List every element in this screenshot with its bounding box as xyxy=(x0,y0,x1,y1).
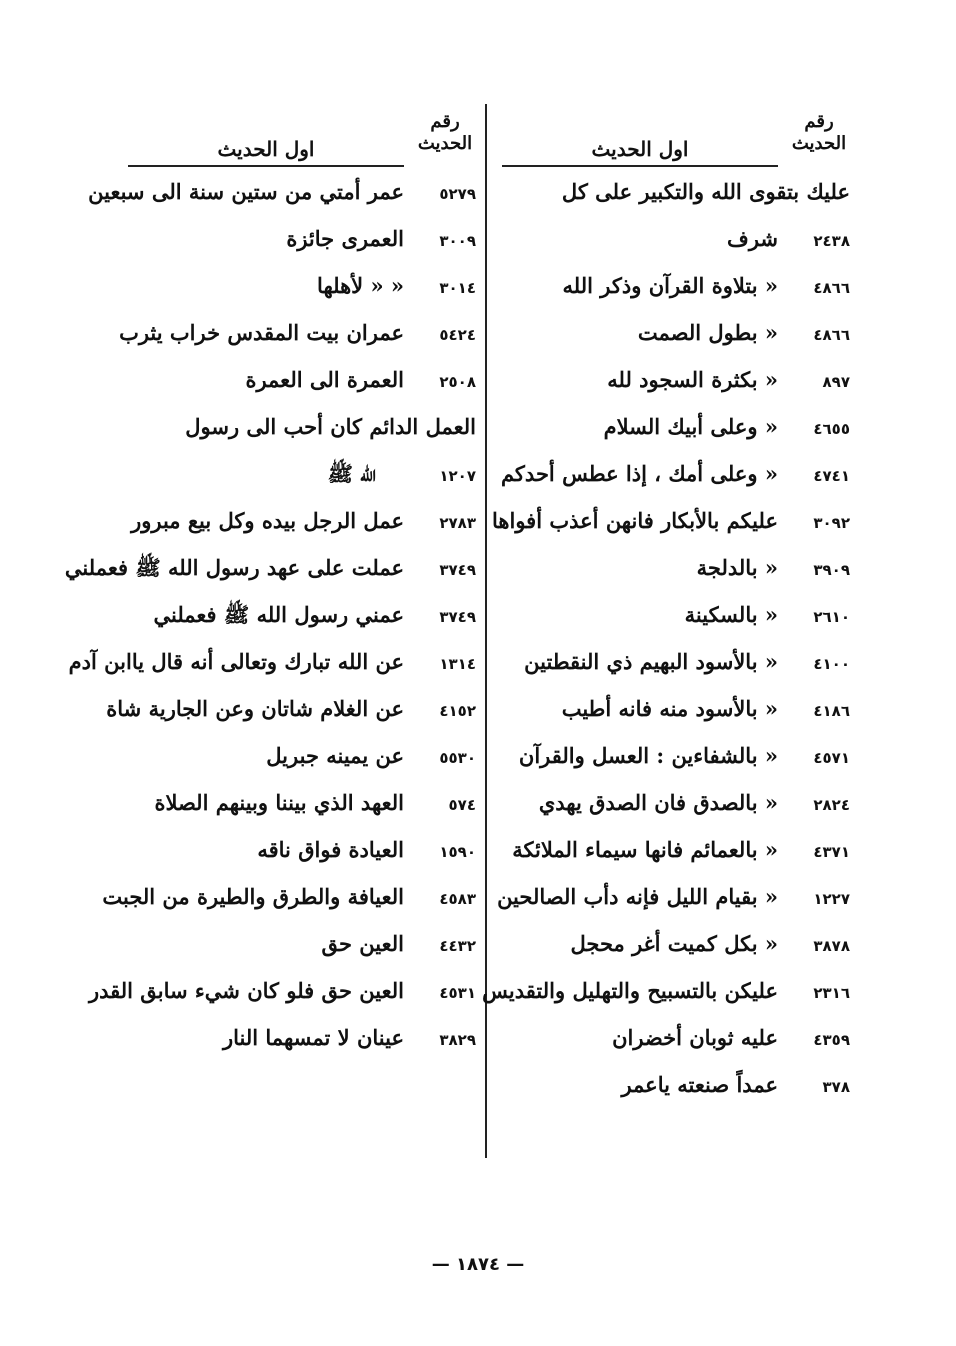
index-entry xyxy=(494,878,850,925)
entry-text: « بالأسود منه فانه أطيب xyxy=(561,696,778,721)
entry-text: عينان لا تمسهما النار xyxy=(223,1025,404,1050)
entry-number: ٤١٨٦ xyxy=(813,702,850,720)
index-entry xyxy=(494,925,850,972)
entry-number: ٢٤٣٨ xyxy=(813,232,850,250)
entry-number: ٥٤٢٤ xyxy=(439,326,476,344)
index-entry xyxy=(494,361,850,408)
entry-text: عمداً صنعته ياعمر xyxy=(621,1072,778,1097)
entry-text: العين حق xyxy=(321,931,404,956)
entry-number: ٤٣٥٩ xyxy=(813,1031,850,1049)
index-entry xyxy=(120,408,476,455)
index-entry xyxy=(120,267,476,314)
entry-text: عن يمينه جبريل xyxy=(266,743,404,768)
index-entry xyxy=(120,737,476,784)
page-number: — ١٨٧٤ — xyxy=(431,1254,525,1275)
index-entry xyxy=(494,737,850,784)
entry-text: عمل الرجل بيده وكل بيع مبرور xyxy=(131,508,404,533)
entry-text: عليكن بالتسبيح والتهليل والتقديس xyxy=(482,978,778,1003)
entry-number: ٥٥٣٠ xyxy=(439,749,476,767)
index-entry xyxy=(494,408,850,455)
entry-text: العمرة الى العمرة xyxy=(245,367,404,392)
index-entry xyxy=(494,596,850,643)
hadith-text-heading: اول الحديث xyxy=(217,137,315,161)
entry-text: عمران بيت المقدس خراب يثرب xyxy=(119,320,404,345)
index-entry xyxy=(102,878,476,925)
entry-number: ٣٠٩٢ xyxy=(813,514,850,532)
index-entry xyxy=(494,643,850,690)
entry-text: شرف xyxy=(727,226,778,251)
entry-number: ٣٠١٤ xyxy=(439,279,476,297)
hadith-number-heading: رقم الحديث xyxy=(791,111,847,154)
entry-text: « بالصدق فان الصدق يهدي xyxy=(538,790,778,815)
index-entry xyxy=(494,314,850,361)
column-header xyxy=(494,105,850,173)
index-entry xyxy=(482,972,850,1019)
entry-number: ٢٦١٠ xyxy=(813,608,850,626)
entry-number: ٤١٥٢ xyxy=(439,702,476,720)
entry-number: ٢٧٨٣ xyxy=(439,514,476,532)
index-entry xyxy=(120,455,476,502)
index-entry xyxy=(494,784,850,831)
entry-number: ٣٧٤٩ xyxy=(439,608,476,626)
index-entry xyxy=(120,361,476,408)
header-rule xyxy=(128,165,404,167)
entry-number: ٢٨٢٤ xyxy=(813,796,850,814)
index-entry xyxy=(494,549,850,596)
entry-text: « بتلاوة القرآن وذكر الله xyxy=(562,273,778,298)
entry-text: العمل الدائم كان أحب الى رسول xyxy=(185,414,476,439)
entry-text: « وعلى أمك ، إذا عطس أحدكم xyxy=(500,461,778,486)
entry-text: عمني رسول الله ﷺ فعملني xyxy=(153,602,404,627)
entry-number: ٣٧٨ xyxy=(822,1078,850,1096)
entry-number: ٤٦٥٥ xyxy=(813,420,850,438)
entry-number: ٤٨٦٦ xyxy=(813,326,850,344)
entry-text: عمر أمتي من ستين سنة الى سبعين xyxy=(88,179,404,204)
index-entry xyxy=(64,549,476,596)
hadith-number-heading: رقم الحديث xyxy=(417,111,473,154)
index-entry xyxy=(494,220,850,267)
index-entry xyxy=(494,1066,850,1113)
entry-text: عليه ثوبان أخضران xyxy=(612,1025,778,1050)
entry-text: الله ﷺ xyxy=(327,461,376,486)
entry-text: عليكم بالأبكار فانهن أعذب أفواها xyxy=(492,508,778,533)
entry-number: ٤٨٦٦ xyxy=(813,279,850,297)
index-entry xyxy=(494,267,850,314)
entry-number: ٥٢٧٩ xyxy=(439,185,476,203)
index-entry xyxy=(88,972,476,1019)
index-entry xyxy=(68,643,476,690)
entry-number: ٤٣٧١ xyxy=(813,843,850,861)
index-entry xyxy=(120,925,476,972)
index-entry xyxy=(120,596,476,643)
entry-text: « « لأهلها xyxy=(317,273,404,298)
entry-number: ٣٨٢٩ xyxy=(439,1031,476,1049)
entry-number: ١٣١٤ xyxy=(439,655,476,673)
index-entry xyxy=(494,502,850,549)
entry-number: ١٥٩٠ xyxy=(439,843,476,861)
entry-number: ٣٨٧٨ xyxy=(813,937,850,955)
left-entries xyxy=(64,173,476,1066)
index-entry xyxy=(120,220,476,267)
entry-text: « بقيام الليل فإنه دأب الصالحين xyxy=(497,884,778,909)
entry-number: ٣٩٠٩ xyxy=(813,561,850,579)
entry-text: العين حق فلو كان شيء سابق القدر xyxy=(88,978,404,1003)
entry-number: ٢٣١٦ xyxy=(813,984,850,1002)
entry-number: ٤١٠٠ xyxy=(813,655,850,673)
entry-text: عليك بتقوى الله والتكبير على كل xyxy=(561,179,850,204)
index-entry xyxy=(120,502,476,549)
entry-text: « بالعمائم فانها سيماء الملائكة xyxy=(512,837,778,862)
entry-text: العهد الذي بيننا وبينهم الصلاة xyxy=(154,790,404,815)
entry-text: عن الغلام شاتان وعن الجارية شاة xyxy=(106,696,404,721)
entry-number: ٣٠٠٩ xyxy=(439,232,476,250)
entry-number: ٣٧٤٩ xyxy=(439,561,476,579)
index-entry xyxy=(120,831,476,878)
entry-text: « بالسكينة xyxy=(684,602,778,627)
entry-number: ٢٥٠٨ xyxy=(439,373,476,391)
index-entry xyxy=(120,1019,476,1066)
entry-text: « بكثرة السجود لله xyxy=(607,367,778,392)
hadith-text-heading: اول الحديث xyxy=(591,137,689,161)
entry-number: ٥٧٤ xyxy=(448,796,476,814)
entry-text: « بالدلجة xyxy=(696,555,778,580)
right-entries xyxy=(482,173,850,1113)
header-rule xyxy=(502,165,778,167)
entry-number: ٤٥٧١ xyxy=(813,749,850,767)
entry-text: « وعلى أبيك السلام xyxy=(603,414,778,439)
index-entry xyxy=(88,173,476,220)
entry-text: « بالأسود البهيم ذي النقطتين xyxy=(524,649,778,674)
index-entry xyxy=(120,784,476,831)
entry-text: « بكل كميت أغر محجل xyxy=(570,931,778,956)
index-entry xyxy=(494,831,850,878)
entry-number: ٤٥٣١ xyxy=(439,984,476,1002)
entry-text: عن الله تبارك وتعالى أنه قال ياابن آدم xyxy=(68,649,404,674)
index-entry xyxy=(120,314,476,361)
index-entry xyxy=(494,173,850,220)
left-column xyxy=(64,105,476,1066)
entry-number: ٤٤٣٢ xyxy=(439,937,476,955)
entry-number: ٨٩٧ xyxy=(822,373,850,391)
entry-number: ٤٥٨٣ xyxy=(439,890,476,908)
entry-text: العيافة والطرق والطيرة من الجبت xyxy=(102,884,404,909)
entry-number: ١٢٢٧ xyxy=(813,890,850,908)
index-entry xyxy=(494,1019,850,1066)
right-column xyxy=(482,105,850,1113)
entry-text: العيادة فواق ناقه xyxy=(257,837,404,862)
entry-text: العمرى جائزة xyxy=(286,226,404,251)
entry-number: ٤٧٤١ xyxy=(813,467,850,485)
entry-text: « بالشفاءين : العسل والقرآن xyxy=(518,743,778,768)
index-entry xyxy=(494,455,850,502)
index-entry xyxy=(494,690,850,737)
column-header xyxy=(120,105,476,173)
entry-text: « بطول الصمت xyxy=(637,320,778,345)
index-entry xyxy=(106,690,476,737)
entry-text: عملت على عهد رسول الله ﷺ فعملني xyxy=(64,555,404,580)
entry-number: ١٢٠٧ xyxy=(439,467,476,485)
